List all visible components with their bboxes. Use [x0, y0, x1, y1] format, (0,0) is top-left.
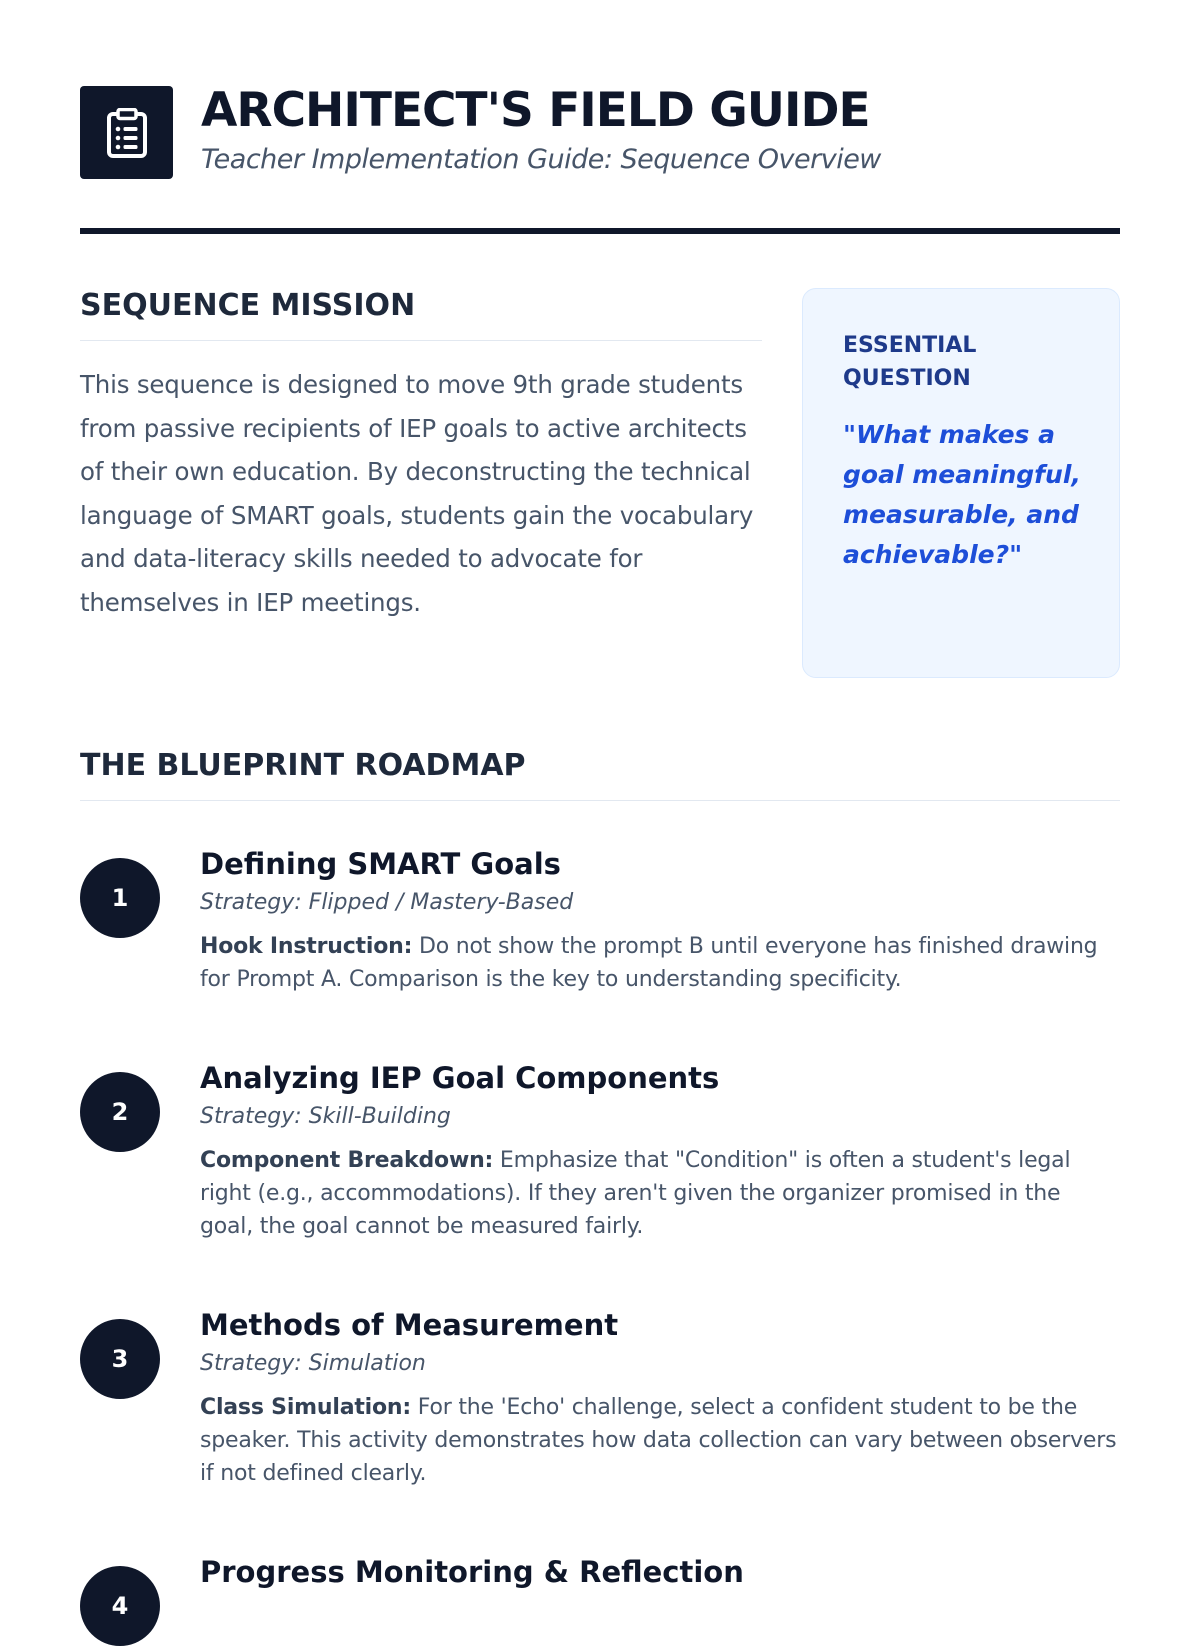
step-note-label: Hook Instruction:: [200, 934, 413, 959]
step-title: Progress Monitoring & Reflection: [200, 1555, 744, 1589]
page-title: ARCHITECT'S FIELD GUIDE: [201, 83, 870, 138]
step-note: [200, 930, 1120, 996]
field-guide-page: [80, 83, 1120, 1620]
clipboard-icon: [105, 108, 149, 158]
mission-section: [80, 288, 1120, 624]
roadmap-section: [80, 748, 1120, 1620]
step-note-label: Component Breakdown:: [200, 1148, 494, 1173]
step-note: [200, 1144, 1120, 1243]
mission-title: SEQUENCE MISSION: [80, 288, 762, 341]
header-text: [201, 83, 881, 176]
step-number-badge: 1: [80, 858, 160, 938]
step-title: Analyzing IEP Goal Components: [200, 1061, 720, 1095]
guide-logo: [80, 86, 173, 179]
page-subtitle: Teacher Implementation Guide: Sequence Overview: [201, 144, 881, 175]
step-note-text: Do not show the prompt B until everyone has finished drawing for Prompt A. Comparison is the key to understanding specificity.: [200, 934, 1098, 992]
step-body: [200, 1308, 1120, 1490]
guide-header: [80, 83, 1120, 194]
step-strategy: Strategy: Skill-Building: [200, 1104, 451, 1129]
step-note-label: Class Simulation:: [200, 1395, 411, 1420]
step-number-badge: 3: [80, 1319, 160, 1399]
step-title: Defining SMART Goals: [200, 847, 561, 881]
step-body: [200, 1555, 1120, 1590]
header-divider: [80, 228, 1120, 234]
step-strategy: Strategy: Flipped / Mastery-Based: [200, 890, 574, 915]
mission-column: [80, 288, 762, 624]
step-number-badge: 2: [80, 1072, 160, 1152]
essential-question-label: ESSENTIAL QUESTION: [843, 333, 977, 391]
roadmap-title: THE BLUEPRINT ROADMAP: [80, 748, 1120, 801]
step-note-text: Emphasize that "Condition" is often a student's legal right (e.g., accommodations). If they aren't given the organizer promised in the goal, the goal cannot be measured fairly.: [200, 1148, 1071, 1239]
step-number-badge: 4: [80, 1566, 160, 1646]
step-note-text: For the 'Echo' challenge, select a confident student to be the speaker. This activity demonstrates how data collection can vary between observers if not defined clearly.: [200, 1395, 1117, 1486]
mission-text: This sequence is designed to move 9th grade students from passive recipients of IEP goals to active architects of their own education. By deconstructing the technical language of SMART goals, students gain the vocabulary and data-literacy skills needed to advocate for themselves in IEP meetings.: [80, 370, 754, 617]
essential-question-quote: "What makes a goal meaningful, measurable, and achievable?": [843, 420, 1081, 569]
step-note: [200, 1391, 1120, 1490]
step-title: Methods of Measurement: [200, 1308, 619, 1342]
step-strategy: Strategy: Simulation: [200, 1351, 426, 1376]
essential-question-card: [802, 288, 1120, 678]
step-body: [200, 1061, 1120, 1243]
step-body: [200, 847, 1120, 996]
